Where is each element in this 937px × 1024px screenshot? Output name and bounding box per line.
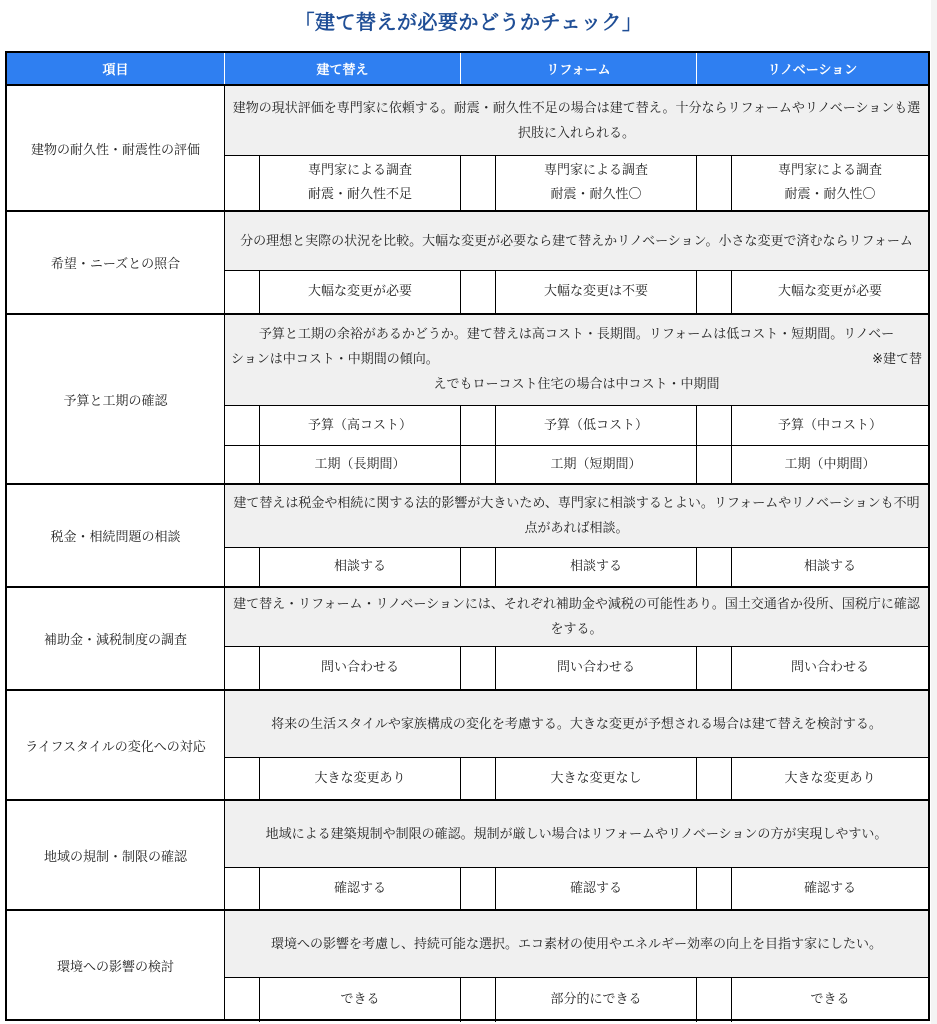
cell-rebuild: 大きな変更あり (260, 758, 461, 799)
cell-line: 耐震・耐久性〇 (550, 187, 642, 202)
header-reform: リフォーム (461, 53, 697, 84)
blank-cell (225, 271, 260, 313)
header-rebuild: 建て替え (225, 53, 461, 84)
blank-cell (461, 758, 496, 799)
row-description: 分の理想と実際の状況を比較。大幅な変更が必要なら建て替えかリノベーション。小さな変更で済むならリフォーム (225, 212, 928, 270)
row-label: 補助金・減税制度の調査 (7, 588, 225, 689)
checklist-table (5, 51, 930, 1021)
page-title: 「建て替えが必要かどうかチェック」 (294, 10, 643, 34)
blank-cell (225, 156, 260, 210)
row-description: 地域による建築規制や制限の確認。規制が厳しい場合はリフォームやリノベーションの方が実現しやすい。 (225, 801, 928, 867)
desc-line: えでもローコスト住宅の場合は中コスト・中期間 (433, 377, 720, 392)
cell-reform (496, 156, 697, 210)
cell-line: 専門家による調査 (777, 163, 882, 178)
desc-line (231, 347, 922, 372)
blank-cell (697, 406, 732, 445)
cell-rebuild: 大幅な変更が必要 (260, 271, 461, 313)
cell-renovation: 相談する (803, 559, 856, 574)
blank-cell (461, 271, 496, 313)
cell-renovation: 大幅な変更が必要 (777, 284, 882, 299)
header-item: 項目 (7, 53, 225, 84)
row-label: 環境への影響の検討 (7, 911, 225, 1019)
table-row (7, 483, 928, 586)
cell-renovation: 確認する (803, 880, 856, 896)
blank-cell (461, 868, 496, 909)
table-row (7, 689, 928, 799)
cell-renovation (732, 156, 928, 210)
row-label: 建物の耐久性・耐震性の評価 (7, 86, 225, 210)
cell-reform: 大きな変更なし (496, 758, 697, 799)
cell-reform-budget: 予算（低コスト） (496, 406, 697, 445)
cell-line: 耐震・耐久性〇 (784, 187, 876, 202)
desc-fragment: ションは中コスト・中期間の傾向。 (231, 352, 439, 367)
row-description (225, 315, 928, 405)
cell-rebuild: 問い合わせる (260, 647, 461, 689)
blank-cell (461, 446, 496, 483)
cell-rebuild: 相談する (260, 548, 461, 586)
row-cells (225, 757, 928, 799)
row-label: 地域の規制・制限の確認 (7, 801, 225, 909)
row-label: 税金・相続問題の相談 (7, 485, 225, 586)
blank-cell (697, 156, 732, 210)
cell-reform: 大幅な変更は不要 (496, 271, 697, 313)
table-row (7, 313, 928, 483)
blank-cell (461, 156, 496, 210)
cell-line: 耐震・耐久性不足 (307, 187, 412, 202)
row-cells (225, 646, 928, 689)
row-cells (225, 270, 928, 313)
cell-rebuild-period: 工期（長期間） (260, 446, 461, 483)
cell-renovation: できる (810, 992, 850, 1007)
cell-reform: 相談する (496, 548, 697, 586)
blank-cell (461, 647, 496, 689)
blank-cell (697, 978, 732, 1022)
blank-cell (225, 978, 260, 1022)
table-row (7, 84, 928, 210)
cell-reform-period: 工期（短期間） (496, 446, 697, 483)
row-cells (225, 155, 928, 210)
blank-cell (225, 868, 260, 909)
blank-cell (225, 758, 260, 799)
row-cells (225, 547, 928, 586)
cell-rebuild-budget: 予算（高コスト） (260, 406, 461, 445)
cell-renovation-budget: 予算（中コスト） (777, 417, 882, 433)
cell-reform: 確認する (496, 868, 697, 909)
desc-fragment: ※建て替 (872, 352, 922, 367)
cell-rebuild: できる (260, 978, 461, 1022)
cell-reform: 部分的にできる (496, 978, 697, 1022)
scrollbar[interactable] (931, 0, 937, 1024)
row-description: 建て替え・リフォーム・リノベーションには、それぞれ補助金や減税の可能性あり。国土交通省か役所、国税庁に確認をする。 (225, 588, 928, 646)
row-cells (225, 405, 928, 483)
cell-renovation: 大きな変更あり (784, 770, 876, 786)
row-cells (225, 867, 928, 909)
row-description: 環境への影響を考慮し、持続可能な選択。エコ素材の使用やエネルギー効率の向上を目指す家にしたい。 (225, 911, 928, 977)
row-label: 予算と工期の確認 (7, 315, 225, 483)
blank-cell (697, 446, 732, 483)
cell-line: 専門家による調査 (543, 163, 648, 178)
cell-renovation: 問い合わせる (790, 660, 869, 675)
cell-line: 専門家による調査 (307, 163, 412, 178)
cell-rebuild: 確認する (260, 868, 461, 909)
blank-cell (697, 548, 732, 586)
blank-cell (697, 868, 732, 909)
blank-cell (697, 758, 732, 799)
cell-renovation-period: 工期（中期間） (784, 456, 876, 472)
blank-cell (461, 978, 496, 1022)
cell-reform: 問い合わせる (496, 647, 697, 689)
blank-cell (225, 406, 260, 445)
blank-cell (697, 271, 732, 313)
table-row (7, 909, 928, 1019)
header-renovation: リノベーション (697, 53, 928, 84)
blank-cell (461, 406, 496, 445)
row-description: 建物の現状評価を専門家に依頼する。耐震・耐久性不足の場合は建て替え。十分ならリフォームやリノベーションも選択肢に入れられる。 (225, 86, 928, 155)
table-row (7, 586, 928, 689)
cell-rebuild (260, 156, 461, 210)
row-label: ライフスタイルの変化への対応 (7, 691, 225, 799)
blank-cell (461, 548, 496, 586)
row-description: 建て替えは税金や相続に関する法的影響が大きいため、専門家に相談するとよい。リフォームやリノベーションも不明点があれば相談。 (225, 485, 928, 547)
desc-line: 予算と工期の余裕があるかどうか。建て替えは高コスト・長期間。リフォームは低コスト・短期間。リノベー (258, 327, 895, 342)
blank-cell (697, 647, 732, 689)
row-cells (225, 977, 928, 1021)
blank-cell (225, 548, 260, 586)
row-description: 将来の生活スタイルや家族構成の変化を考慮する。大きな変更が予想される場合は建て替えを検討する。 (225, 691, 928, 757)
blank-cell (225, 647, 260, 689)
table-row (7, 210, 928, 313)
blank-cell (225, 446, 260, 483)
table-row (7, 799, 928, 909)
row-label: 希望・ニーズとの照合 (7, 212, 225, 313)
